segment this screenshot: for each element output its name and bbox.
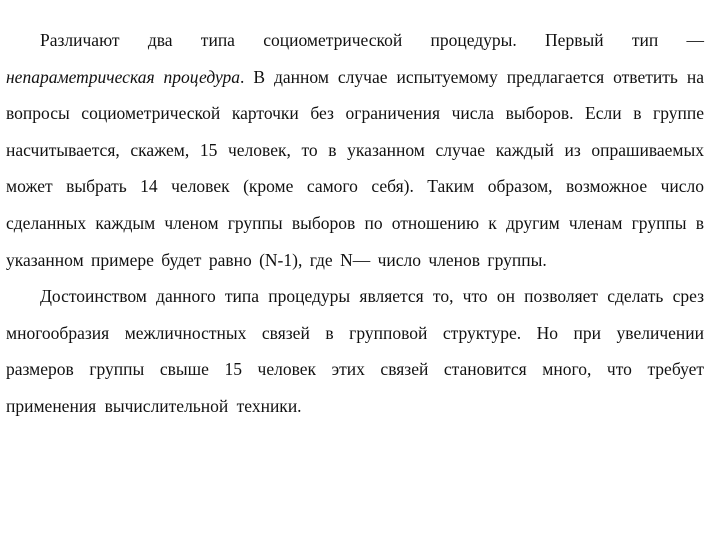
paragraph-sociometric-procedure-types — [6, 22, 704, 278]
document-page — [6, 22, 704, 425]
paragraph-procedure-advantages — [6, 278, 704, 424]
paragraph-1-intro-text: Различают два типа социометрической процедуры. Первый тип — — [40, 30, 704, 50]
paragraph-2-text: Достоинством данного типа процедуры является то, что он позволяет сделать срез многообразия межличностных связей в групповой структуре. Но при увеличении размеров группы свыше 15 человек этих связей становится много, что требует применения вычислительной техники. — [6, 286, 704, 416]
emphasis-nonparametric-procedure: непараметрическая процедура — [6, 66, 240, 87]
paragraph-1-body-text: . В данном случае испытуемому предлагается ответить на вопросы социометрической карточки без ограничения числа выборов. Если в группе насчитывается, скажем, 15 человек, то в указанном случае каждый из опрашиваемых может выбрать 14 человек (кроме самого себя). Таким образом, возможное число сделанных каждым членом группы выборов по отношению к другим членам группы в указанном примере будет равно (N-1), где N— число членов группы. — [6, 66, 704, 270]
